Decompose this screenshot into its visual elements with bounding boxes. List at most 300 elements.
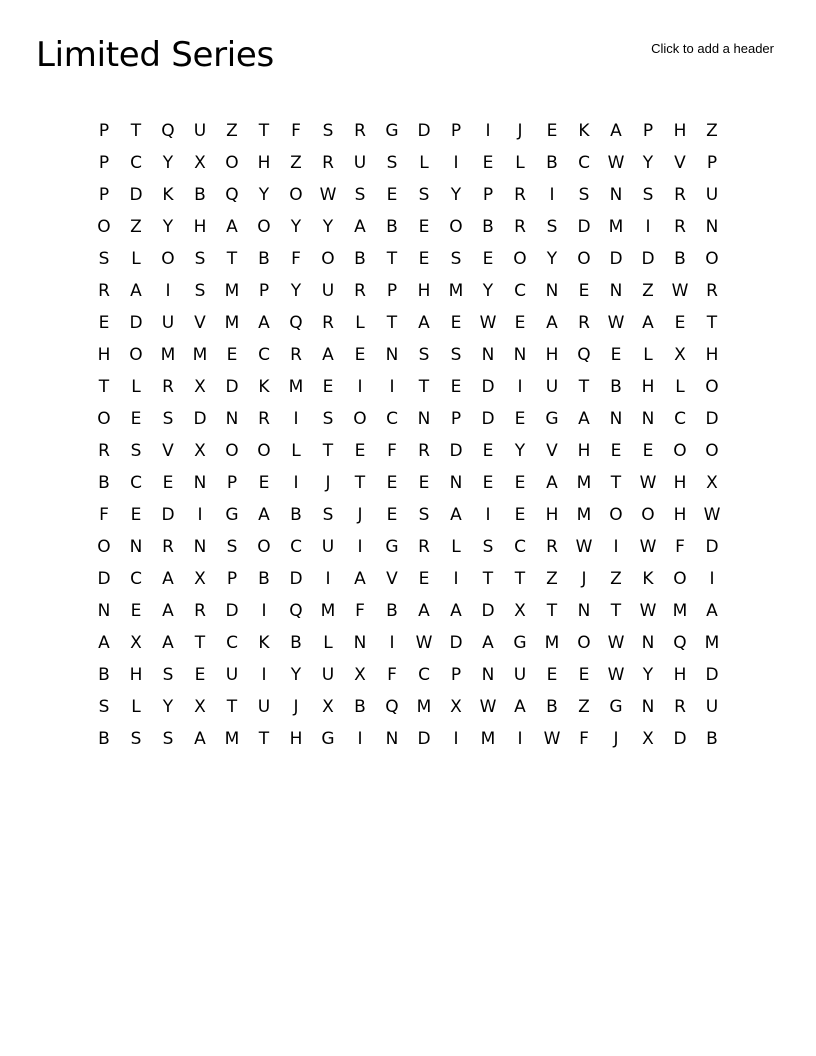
grid-letter: S [482,537,494,557]
grid-letter: P [450,409,462,429]
grid-row [88,339,728,371]
grid-letter: E [514,313,526,333]
grid-letter: N [609,409,623,429]
grid-letter: B [194,185,206,205]
grid-letter: E [546,665,558,685]
grid-letter: R [418,537,430,557]
grid-letter: E [194,665,206,685]
grid-letter: C [674,409,686,429]
grid-letter: M [576,473,592,493]
grid-letter: D [193,409,207,429]
grid-letter: A [98,633,110,653]
grid-letter: W [543,729,561,749]
grid-letter: I [517,377,523,397]
grid-letter: A [354,217,366,237]
grid-letter: G [545,409,559,429]
grid-letter: O [321,249,335,269]
grid-letter: O [641,505,655,525]
add-header-placeholder[interactable]: Click to add a header [651,41,774,56]
grid-letter: U [321,665,335,685]
grid-letter: W [607,665,625,685]
grid-letter: N [385,345,399,365]
grid-letter: D [673,729,687,749]
grid-row [88,563,728,595]
grid-letter: M [320,601,336,621]
grid-letter: B [386,217,398,237]
grid-letter: X [194,377,206,397]
grid-letter: S [386,153,398,173]
grid-row [88,659,728,691]
grid-letter: X [194,569,206,589]
grid-row [88,499,728,531]
grid-letter: A [514,697,526,717]
word-search-grid [88,115,728,755]
grid-letter: E [386,473,398,493]
grid-letter: M [224,313,240,333]
grid-letter: D [97,569,111,589]
grid-letter: Q [289,313,303,333]
grid-letter: E [674,313,686,333]
grid-letter: A [482,633,494,653]
grid-letter: P [450,121,462,141]
grid-letter: F [355,601,365,621]
grid-letter: E [354,345,366,365]
grid-letter: K [258,377,270,397]
grid-letter: H [193,217,207,237]
grid-letter: A [610,121,622,141]
grid-letter: B [98,473,110,493]
grid-letter: N [577,601,591,621]
grid-letter: T [258,729,270,749]
grid-letter: Q [289,601,303,621]
grid-letter: P [98,185,110,205]
grid-letter: E [450,377,462,397]
grid-row [88,627,728,659]
grid-letter: I [357,377,363,397]
grid-letter: U [161,313,175,333]
grid-row [88,179,728,211]
grid-letter: E [418,473,430,493]
grid-letter: H [673,473,687,493]
grid-letter: I [261,665,267,685]
grid-letter: P [98,121,110,141]
grid-letter: V [194,313,206,333]
grid-letter: A [194,729,206,749]
grid-letter: D [129,185,143,205]
grid-letter: C [130,473,142,493]
grid-letter: E [450,313,462,333]
grid-letter: W [479,313,497,333]
grid-letter: V [162,441,174,461]
grid-letter: Y [162,153,174,173]
grid-letter: R [674,217,686,237]
grid-letter: X [130,633,142,653]
grid-letter: T [354,473,366,493]
grid-letter: K [258,633,270,653]
grid-letter: I [485,505,491,525]
grid-letter: G [225,505,239,525]
grid-letter: X [674,345,686,365]
grid-letter: L [643,345,653,365]
grid-letter: A [450,505,462,525]
grid-letter: D [449,633,463,653]
grid-letter: P [98,153,110,173]
grid-letter: R [258,409,270,429]
grid-letter: M [224,729,240,749]
grid-letter: Y [450,185,462,205]
grid-letter: A [226,217,238,237]
grid-letter: P [258,281,270,301]
grid-letter: B [674,249,686,269]
grid-letter: H [641,377,655,397]
grid-letter: T [386,249,398,269]
grid-letter: H [673,505,687,525]
grid-letter: L [355,313,365,333]
grid-letter: N [193,473,207,493]
grid-letter: B [98,665,110,685]
grid-letter: T [706,313,718,333]
grid-letter: E [610,441,622,461]
grid-letter: E [130,505,142,525]
grid-letter: I [485,121,491,141]
grid-letter: B [258,569,270,589]
grid-letter: S [162,409,174,429]
grid-letter: E [482,249,494,269]
grid-letter: C [418,665,430,685]
grid-letter: M [608,217,624,237]
grid-letter: D [417,729,431,749]
grid-letter: W [479,697,497,717]
grid-letter: T [98,377,110,397]
grid-letter: J [613,729,619,749]
grid-letter: F [291,121,301,141]
grid-letter: C [290,537,302,557]
grid-letter: D [225,377,239,397]
grid-letter: N [385,729,399,749]
grid-letter: I [293,473,299,493]
grid-letter: O [225,441,239,461]
grid-letter: Y [290,281,302,301]
grid-letter: B [290,633,302,653]
grid-row [88,371,728,403]
grid-row [88,595,728,627]
grid-letter: D [641,249,655,269]
grid-letter: T [194,633,206,653]
grid-letter: N [193,537,207,557]
grid-letter: U [257,697,271,717]
grid-letter: W [607,313,625,333]
grid-letter: O [577,249,591,269]
grid-letter: A [546,313,558,333]
grid-letter: A [162,633,174,653]
grid-letter: W [415,633,433,653]
grid-letter: O [673,441,687,461]
grid-letter: R [322,313,334,333]
grid-letter: N [641,697,655,717]
grid-letter: A [130,281,142,301]
grid-letter: C [578,153,590,173]
grid-letter: U [321,281,335,301]
grid-row [88,275,728,307]
grid-letter: E [482,153,494,173]
grid-letter: A [546,473,558,493]
grid-letter: M [416,697,432,717]
grid-letter: D [449,441,463,461]
grid-letter: O [449,217,463,237]
grid-letter: B [290,505,302,525]
grid-letter: D [609,249,623,269]
grid-letter: O [257,217,271,237]
grid-letter: H [545,505,559,525]
grid-letter: L [291,441,301,461]
grid-letter: L [131,377,141,397]
grid-letter: H [545,345,559,365]
grid-letter: I [613,537,619,557]
grid-letter: E [162,473,174,493]
grid-letter: N [449,473,463,493]
grid-letter: S [450,249,462,269]
grid-letter: G [513,633,527,653]
grid-letter: R [354,281,366,301]
grid-letter: E [354,441,366,461]
grid-letter: G [321,729,335,749]
grid-row [88,691,728,723]
grid-letter: N [609,185,623,205]
grid-letter: C [226,633,238,653]
grid-letter: T [322,441,334,461]
grid-letter: S [194,281,206,301]
grid-letter: A [642,313,654,333]
grid-letter: Y [162,217,174,237]
grid-letter: O [513,249,527,269]
grid-letter: T [514,569,526,589]
grid-letter: S [642,185,654,205]
grid-letter: A [258,505,270,525]
grid-letter: S [418,345,430,365]
grid-letter: O [161,249,175,269]
grid-letter: O [609,505,623,525]
grid-letter: T [226,249,238,269]
grid-letter: L [675,377,685,397]
grid-letter: I [293,409,299,429]
grid-letter: Z [706,121,718,141]
grid-letter: B [546,697,558,717]
grid-letter: M [704,633,720,653]
grid-letter: Z [610,569,622,589]
grid-letter: P [706,153,718,173]
grid-letter: B [354,697,366,717]
grid-letter: M [480,729,496,749]
grid-letter: S [322,505,334,525]
grid-letter: E [578,665,590,685]
grid-row [88,147,728,179]
grid-letter: W [639,601,657,621]
grid-letter: E [130,601,142,621]
grid-row [88,307,728,339]
grid-letter: E [418,569,430,589]
grid-letter: T [258,121,270,141]
grid-letter: R [674,185,686,205]
grid-letter: R [418,441,430,461]
grid-letter: B [706,729,718,749]
grid-letter: Q [673,633,687,653]
grid-letter: O [289,185,303,205]
grid-letter: R [514,217,526,237]
grid-letter: B [98,729,110,749]
grid-letter: P [482,185,494,205]
grid-letter: I [453,569,459,589]
grid-letter: C [514,281,526,301]
grid-letter: L [131,697,141,717]
grid-letter: T [610,473,622,493]
grid-letter: E [258,473,270,493]
grid-letter: I [261,601,267,621]
grid-letter: E [482,441,494,461]
grid-letter: E [546,121,558,141]
grid-letter: S [226,537,238,557]
grid-letter: S [578,185,590,205]
grid-letter: H [129,665,143,685]
grid-letter: P [226,473,238,493]
grid-letter: R [578,313,590,333]
grid-row [88,211,728,243]
grid-letter: E [418,217,430,237]
grid-letter: K [162,185,174,205]
grid-letter: M [288,377,304,397]
grid-letter: X [194,441,206,461]
grid-letter: D [417,121,431,141]
grid-letter: C [130,569,142,589]
grid-letter: E [642,441,654,461]
grid-letter: R [98,441,110,461]
grid-letter: M [448,281,464,301]
grid-row [88,403,728,435]
grid-letter: N [481,345,495,365]
grid-letter: T [546,601,558,621]
grid-letter: V [674,153,686,173]
grid-letter: A [162,569,174,589]
grid-letter: Q [161,121,175,141]
grid-letter: F [579,729,589,749]
grid-letter: S [130,441,142,461]
grid-letter: O [97,537,111,557]
grid-letter: A [258,313,270,333]
grid-letter: E [386,505,398,525]
grid-row [88,531,728,563]
grid-letter: A [706,601,718,621]
grid-letter: A [162,601,174,621]
grid-letter: R [514,185,526,205]
grid-letter: B [546,153,558,173]
grid-letter: O [97,217,111,237]
grid-letter: H [577,441,591,461]
grid-row [88,115,728,147]
grid-letter: N [705,217,719,237]
grid-letter: H [673,121,687,141]
grid-letter: T [386,313,398,333]
grid-letter: E [514,409,526,429]
grid-letter: J [325,473,331,493]
grid-letter: M [544,633,560,653]
grid-letter: S [322,409,334,429]
grid-letter: S [162,665,174,685]
grid-letter: F [387,665,397,685]
grid-letter: Y [290,217,302,237]
grid-letter: U [225,665,239,685]
grid-letter: I [709,569,715,589]
grid-letter: D [705,665,719,685]
grid-letter: N [609,281,623,301]
grid-letter: O [577,633,591,653]
grid-letter: Y [642,665,654,685]
grid-letter: F [99,505,109,525]
grid-letter: W [607,153,625,173]
grid-letter: X [322,697,334,717]
grid-letter: S [418,185,430,205]
grid-row [88,467,728,499]
grid-letter: N [481,665,495,685]
grid-letter: O [129,345,143,365]
grid-letter: U [545,377,559,397]
grid-letter: G [385,537,399,557]
grid-letter: E [578,281,590,301]
grid-letter: I [357,729,363,749]
grid-letter: B [610,377,622,397]
grid-letter: O [257,441,271,461]
grid-letter: Y [642,153,654,173]
grid-letter: E [130,409,142,429]
grid-letter: X [706,473,718,493]
grid-letter: N [641,633,655,653]
grid-letter: U [513,665,527,685]
grid-letter: H [417,281,431,301]
grid-letter: D [129,313,143,333]
grid-letter: Y [290,665,302,685]
grid-letter: F [675,537,685,557]
grid-letter: I [549,185,555,205]
grid-letter: I [517,729,523,749]
grid-letter: B [354,249,366,269]
grid-letter: H [257,153,271,173]
grid-row [88,435,728,467]
grid-letter: S [354,185,366,205]
grid-letter: S [194,249,206,269]
grid-letter: O [97,409,111,429]
grid-letter: V [546,441,558,461]
grid-letter: W [319,185,337,205]
grid-letter: P [642,121,654,141]
grid-letter: Z [130,217,142,237]
grid-letter: K [642,569,654,589]
grid-letter: Y [258,185,270,205]
grid-letter: Y [514,441,526,461]
grid-row [88,723,728,755]
grid-letter: E [610,345,622,365]
grid-letter: L [131,249,141,269]
grid-letter: Z [642,281,654,301]
grid-letter: N [225,409,239,429]
grid-letter: I [197,505,203,525]
grid-letter: L [323,633,333,653]
grid-letter: D [481,601,495,621]
grid-letter: F [387,441,397,461]
grid-letter: K [578,121,590,141]
grid-letter: C [258,345,270,365]
grid-letter: I [357,537,363,557]
grid-letter: H [673,665,687,685]
grid-letter: W [703,505,721,525]
grid-letter: M [672,601,688,621]
